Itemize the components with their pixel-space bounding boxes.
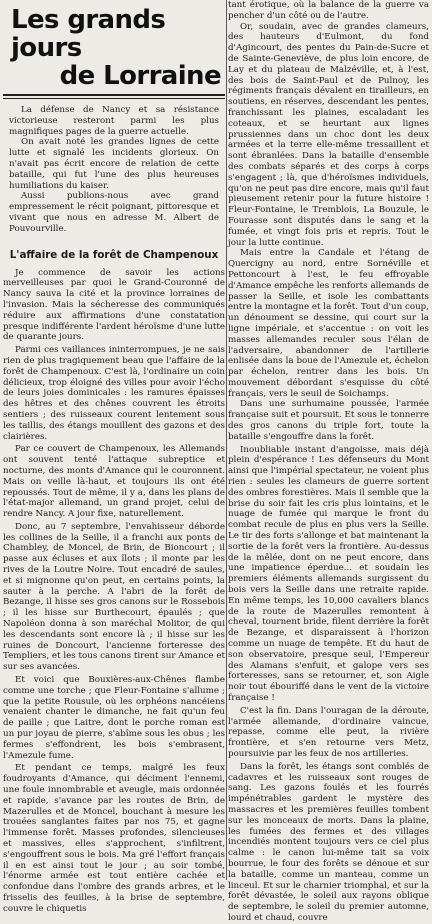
left-column (3, 0, 225, 914)
headline-line-2: de Lorraine (59, 61, 221, 91)
body-paragraph: Parmi ces vaillances ininterrompues, je ne sais rien de plus tragiquement beau que l'affaire de la forêt de Champenoux. C'est là, l'ordinaire un coin délicieux, trop éloigné des villes pour avoir l'écho de leurs joies dominicales : les ramures épaisses des hêtres et des chênes couvrent les étroits sentiers ; des ruisseaux courent lentement sous les taillis, des étangs mouillent des gazons et des clairières. (3, 345, 225, 442)
body-paragraph: Par ce couvert de Champenoux, les Allemands ont souvent tenté l'attaque subreptice et nocturne, des monts d'Amance qui le couronnent. Mais on veille là-haut, et toujours ils ont été repoussés. Tout de même, il y a, dans les plans de l'état-major allemand, un grand projet, celui de rendre Nancy. A jour fixe, naturellement. (3, 444, 225, 520)
intro-paragraph: On avait noté les grandes lignes de cette lutte et signalé les incidents glorieux. On n'avait pas écrit encore de relation de cette bataille, qui fut l'une des plus heureuses humiliations du kaiser. (9, 137, 219, 191)
right-column (228, 0, 429, 923)
intro-paragraph: La défense de Nancy et sa résistance victorieuse resteront parmi les plus magnifiques pages de la guerre actuelle. (9, 105, 219, 137)
body-paragraph: Dans une surhumaine poussée, l'armée française suit et poursuit. Et sous le tonnerre des gros canons du triple fort, toute la bataille s'engouffre dans la forêt. (228, 399, 429, 442)
intro-paragraph: Aussi publions-nous avec grand empressement le récit poignant, pittoresque et vivant que nous en adresse M. Albert de Pouvourville. (9, 191, 219, 234)
article-subtitle: L'affaire de la forêt de Champenoux (9, 248, 219, 261)
body-paragraph: Et voici que Bouxières-aux-Chênes flambe comme une torche ; que Fleur-Fontaine s'allume ; que la petite Rousule, où les orphéons nancéiens venaient chanter le dimanche, ne fait qu'un feu de paille ; que Laitre, dont le porche roman est un pur joyau de pierre, s'abîme sous les obus ; les fermes s'effondrent, les bois s'embrasent, l'Amezule fume. (3, 675, 225, 761)
body-paragraph: Mais entre la Candale et l'étang de Quercigny au nord, entre Sornéville et Pettoncourt à l'est, le feu effroyable d'Amance empêche les renforts allemands de passer la Seille, et isole les combattants entre la montagne et la forêt. Tout d'un coup, un dénoument se dessine, qui court sur la ligne impériale, et s'accentue : on voit les masses allemandes reculer sous l'élan de l'adversaire, abandonner de l'artillerie enlisée dans la boue de l'Amezule et, échelon par échelon, rentrer dans les bois. Un mouvement débordant s'esquisse du côté français, vers le seuil de Soichamps. (228, 248, 429, 399)
body-paragraph: Donc, au 7 septembre, l'envahisseur déborde les collines de la Seille, il a franchi aux ponts de Chambley, de Moncel, de Brin, de Bioncourt ; il passe aux écluses et aux îlots ; il monte par les rives de la Loutre Noire. Tout encadré de saules, et si mignonne qu'on peut, en certains points, la sauter à la perche. A l'abri de la forêt de Bezange, il hisse ses gros canons sur le Rossebois ; il les hisse sur Burthecourt, épaulés ; que Napoléon donna à son maréchal Molitor, de qui les descendants sont encore là ; il hisse sur les ruines de Doncourt, l'ancienne forteresse des Templiers, et les tous canons tirent sur Amance et sur ses avancées. (3, 521, 225, 673)
intro-block (3, 105, 225, 235)
headline-line-1: Les grands jours (11, 5, 166, 63)
left-body (3, 268, 225, 915)
body-paragraph: Or, soudain, avec de grandes clameurs, des hauteurs d'Eulmont, du fond d'Agincourt, des pentes du Pain-de-Sucre et de Sainte-Geneviève, de plus loin encore, de Lay et du plateau de Malzéville, et, à l'est, des bois de Saint-Paul et de Pulnoy, les régiments français dévalent en tirailleurs, en soutiens, en réserves, descendant les pentes, franchissant les plaines, escaladant les coteaux, et se heurtant aux lignes prussiennes dans un choc dont les deux armées et la terre elle-même tressaillent et sont ébranlées. Dans la bataille d'ensemble des combats séparés et des corps à corps s'engagent ; là, que d'héroïsmes individuels, qu'on ne peut pas dire encore, mais qu'il faut pieusement retenir pour la future histoire ! Fleur-Fontaine, le Tremblois, La Bouzule, le Fourasse sont disputés dans le sang et la fumée, et vingt fois pris et repris. Tout le jour la lutte continue. (228, 21, 429, 248)
body-paragraph: tant érotique, où la balance de la guerre va pencher d'un côté ou de l'autre. (228, 0, 429, 21)
article-headline (3, 6, 225, 90)
body-paragraph: Et pendant ce temps, malgré les feux foudroyants d'Amance, qui déciment l'ennemi, une foule innombrable et aveugle, mais ordonnée et rapide, s'avance par les routes de Brin, de Mazerulles et de Moncel, bouchant à mesure les trouées sanglantes faites par nos 75, et gagne l'immense forêt. Masses profondes, silencieuses et massives, elles s'approchent, s'infiltrent, s'engouffrent sous le bois. Ma gré l'effort français il en est ainsi tout le jour ; au soir tombé, l'énorme armée est tout entière cachée et confondue dans l'ombre des grands arbres, et le frisselis des feuilles, à la brise de septembre, couvre le chiquetis (3, 763, 225, 914)
body-paragraph: Inoubliable instant d'angoisse, mais déjà plein d'espérance ! Les défenseurs du Mont ainsi que l'impérial spectateur, ne voient plus rien : seules les clameurs de guerre sortent des ombres forestières. Mais il semble que la brise du soir fait les cris plus lointains, et le nuage de fumée qui marque le front du combat recule de plus en plus vers la Seille. Le tir des forts s'allonge et bat maintenant la sortie de la forêt vers la frontière. Au-dessus de la mêlée, dont on ne peut encore, dans une impatience éperdue... et soudain les premiers éléments allemands surgissent du bois vers la Seille dans une retraite rapide. En même temps, les 10,000 cavaliers blancs de la route de Mazerulles remontent à cheval, tournent bride, filent derrière la forêt de Bezange, et disparaissent à l'horizon comme un nuage de tempête. Et du haut de son observatoire, presque seul, l'Empereur des Alamans s'enfuit, et galope vers ses forteresses, sans se retourner, et, son Aigle noir tout ébouriffé dans le vent de la victoire française ! (228, 444, 429, 703)
body-paragraph: Dans la forêt, les étangs sont comblés de cadavres et les ruisseaux sont rouges de sang. Les gazons foulés et les fourrés impénétrables gardent le mystère des massacres et les premières feuilles tombent sur les monceaux de morts. Dans la plaine, les fumées des fermes et des villages incendiés montent toujours vers ce ciel plus calme : le canon lui-même tait sa voix bourrue, le four des forêts se dénoue et sur la bataille, comme un manteau, comme un linceul. Et sur le charnier triomphal, et sur la forêt dévastée, le soleil aux rayons oblique de septembre, le soleil du premier automne, lourd et chaud, couvre (228, 761, 429, 923)
headline-rule (3, 94, 225, 99)
body-paragraph: Je commence de savoir les actions merveilleuses par quoi le Grand-Couronné de Nancy sauva la cité et la province lorraines de l'invasion. Mais la sécheresse des communiqués réduire aux affirmations d'une constatation presque indifférente l'ardent héroïsme d'une lutte de quarante jours. (3, 267, 225, 343)
column-divider (226, 0, 227, 880)
body-paragraph: C'est la fin. Dans l'ouragan de la déroute, l'armée allemande, d'ordinaire vaincue, repasse, comme elle peut, la rivière frontière, et s'en retourne vers Metz, poursuivie par les feux de nos artilleries. (228, 705, 429, 759)
